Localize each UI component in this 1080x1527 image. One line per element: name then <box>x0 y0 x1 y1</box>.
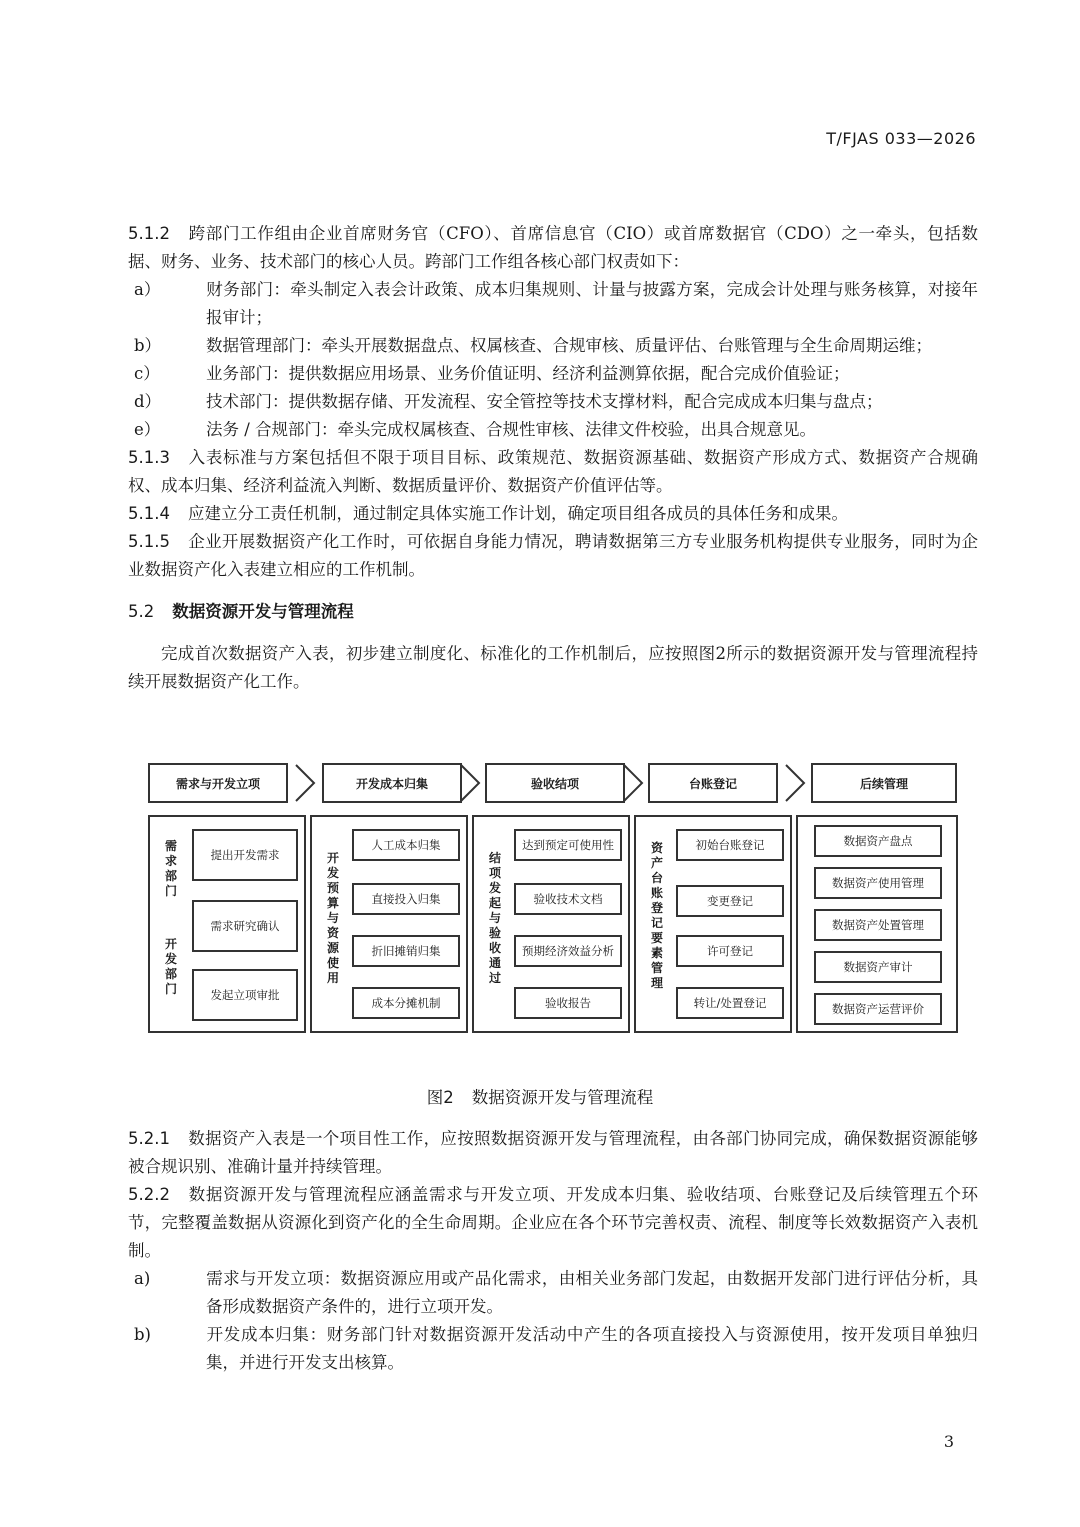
group-label: 资产台账登记要素管理 <box>650 841 663 990</box>
section-5-2-body <box>128 1125 978 1377</box>
step-box: 发起立项审批 <box>192 969 298 1021</box>
clause-item: b) 开发成本归集：财务部门针对数据资源开发活动中产生的各项直接投入与资源使用，按开发项目单独归集，并进行开发支出核算。 <box>134 1325 978 1372</box>
stage-panel-5 <box>796 815 958 1033</box>
standard-code: T/FJAS 033—2026 <box>826 129 976 148</box>
section-heading-5-2: 5.2 数据资源开发与管理流程 <box>128 602 354 621</box>
step-box: 达到预定可使用性 <box>514 829 622 861</box>
step-box: 提出开发需求 <box>192 829 298 881</box>
stage-panel-2 <box>310 815 468 1033</box>
step-box: 数据资产审计 <box>814 951 942 983</box>
clause-item: b） 数据管理部门：牵头开展数据盘点、权属核查、合规审核、质量评估、台账管理与全生命周期运维； <box>134 336 932 355</box>
stage-panel-1 <box>148 815 306 1033</box>
clause-5-1-2: 5.1.2 跨部门工作组由企业首席财务官（CFO）、首席信息官（CIO）或首席数据官（CDO）之一牵头，包括数据、财务、业务、技术部门的核心人员。跨部门工作组各核心部门权责如下： <box>128 224 978 271</box>
step-box: 数据资产运营评价 <box>814 993 942 1025</box>
stage-header: 台账登记 <box>648 763 778 803</box>
step-box: 验收报告 <box>514 987 622 1019</box>
dept-label: 需求部门 <box>164 839 177 898</box>
stage-header: 开发成本归集 <box>322 763 462 803</box>
step-box: 数据资产使用管理 <box>814 867 942 899</box>
figure-caption: 图2 数据资源开发与管理流程 <box>426 1088 654 1107</box>
clause-5-2-2: 5.2.2 数据资源开发与管理流程应涵盖需求与开发立项、开发成本归集、验收结项、台账登记及后续管理五个环节，完整覆盖数据从资源化到资产化的全生命周期。企业应在各个环节完善权责、流程、制度等长效数据资产入表机制。 <box>128 1185 978 1260</box>
step-box: 人工成本归集 <box>352 829 460 861</box>
clause-5-2-1: 5.2.1 数据资产入表是一个项目性工作，应按照数据资源开发与管理流程，由各部门协同完成，确保数据资源能够被合规识别、准确计量并持续管理。 <box>128 1129 978 1176</box>
dept-label: 开发部门 <box>164 937 177 996</box>
group-label: 开发预算与资源使用 <box>326 851 339 985</box>
step-box: 成本分摊机制 <box>352 987 460 1019</box>
step-box: 折旧摊销归集 <box>352 935 460 967</box>
stage-header: 验收结项 <box>485 763 625 803</box>
clause-item: c） 业务部门：提供数据应用场景、业务价值证明、经济利益测算依据，配合完成价值验证； <box>134 364 850 383</box>
step-box: 数据资产盘点 <box>814 825 942 857</box>
step-box: 数据资产处置管理 <box>814 909 942 941</box>
step-box: 预期经济效益分析 <box>514 935 622 967</box>
clause-5-1-5: 5.1.5 企业开展数据资产化工作时，可依据自身能力情况，聘请数据第三方专业服务机构提供专业服务，同时为企业数据资产化入表建立相应的工作机制。 <box>128 532 978 579</box>
step-box: 初始台账登记 <box>676 829 784 861</box>
clause-item: d） 技术部门：提供数据存储、开发流程、安全管控等技术支撑材料，配合完成成本归集与盘点； <box>134 392 883 411</box>
stage-panel-3 <box>472 815 630 1033</box>
step-box: 许可登记 <box>676 935 784 967</box>
group-label: 结项发起与验收通过 <box>488 851 501 985</box>
step-box: 转让/处置登记 <box>676 987 784 1019</box>
stage-header: 后续管理 <box>811 763 957 803</box>
clause-item: a） 财务部门：牵头制定入表会计政策、成本归集规则、计量与披露方案，完成会计处理与账务核算，对接年报审计； <box>134 280 978 327</box>
page-number: 3 <box>943 1432 954 1451</box>
step-box: 需求研究确认 <box>192 900 298 952</box>
stage-panel-4 <box>634 815 792 1033</box>
stage-header: 需求与开发立项 <box>148 763 288 803</box>
clause-item: a) 需求与开发立项：数据资源应用或产品化需求，由相关业务部门发起，由数据开发部门进行评估分析，具备形成数据资产条件的，进行立项开发。 <box>134 1269 978 1316</box>
process-flow-diagram <box>146 760 961 1035</box>
arrow-icon <box>459 763 481 803</box>
section-5-1-body <box>128 220 978 696</box>
step-box: 变更登记 <box>676 885 784 917</box>
arrow-icon <box>784 763 806 803</box>
arrow-icon <box>294 763 316 803</box>
clause-item: e） 法务 / 合规部门：牵头完成权属核查、合规性审核、法律文件校验，出具合规意见。 <box>134 420 817 439</box>
arrow-icon <box>622 763 644 803</box>
step-box: 验收技术文档 <box>514 883 622 915</box>
section-5-2-intro: 完成首次数据资产入表，初步建立制度化、标准化的工作机制后，应按照图2所示的数据资源开发与管理流程持续开展数据资产化工作。 <box>128 644 978 691</box>
clause-5-1-3: 5.1.3 入表标准与方案包括但不限于项目目标、政策规范、数据资源基础、数据资产形成方式、数据资产合规确权、成本归集、经济利益流入判断、数据质量评价、数据资产价值评估等。 <box>128 448 978 495</box>
step-box: 直接投入归集 <box>352 883 460 915</box>
clause-5-1-4: 5.1.4 应建立分工责任机制，通过制定具体实施工作计划，确定项目组各成员的具体任务和成果。 <box>128 504 848 523</box>
